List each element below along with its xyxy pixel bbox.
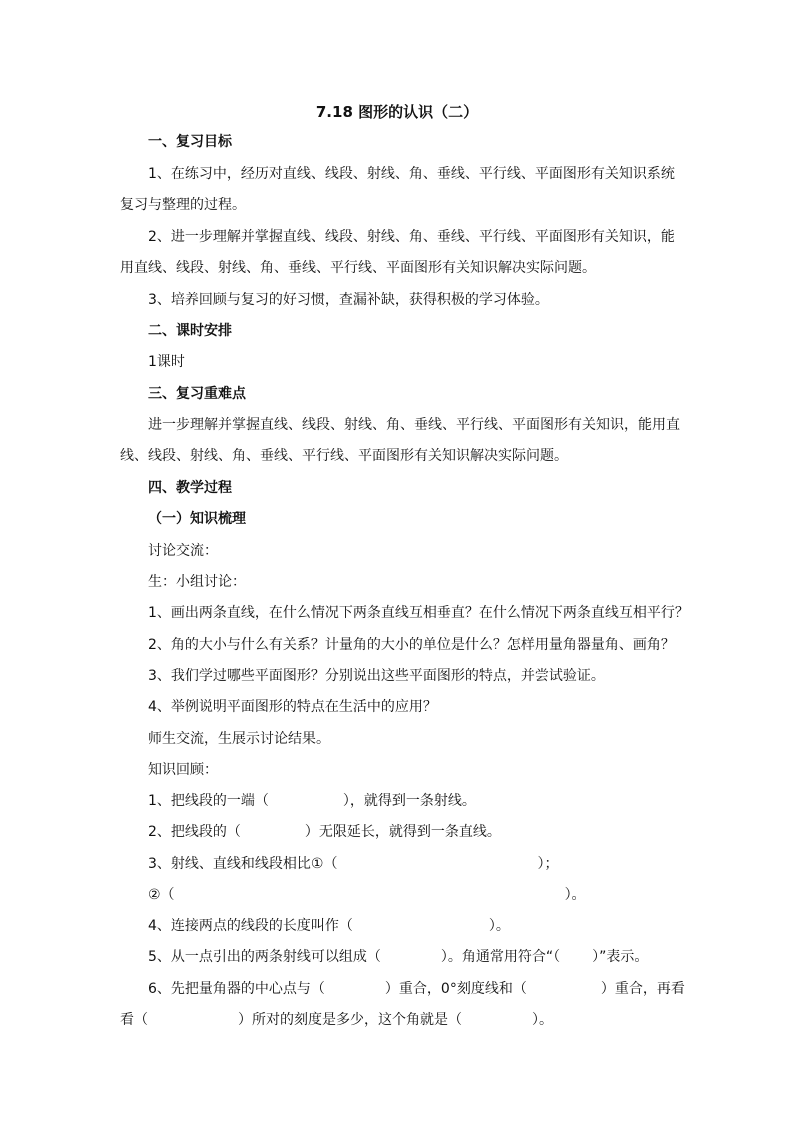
- schedule-text: 1课时: [148, 354, 185, 370]
- question-4: 4、举例说明平面图形的特点在生活中的应用？: [148, 699, 437, 715]
- subheading-knowledge: （一）知识梳理: [148, 511, 246, 527]
- student-label: 生：小组讨论：: [148, 574, 246, 590]
- fill-5-end: ）”表示。: [592, 949, 649, 965]
- fill-5-start: 5、从一点引出的两条射线可以组成（: [148, 949, 381, 965]
- fill-1-end: ），就得到一条射线。: [342, 793, 476, 809]
- heading-review-goals: 一、复习目标: [148, 134, 232, 150]
- key-points-line-1: 进一步理解并掌握直线、线段、射线、角、垂线、平行线、平面图形有关知识，能用直: [148, 417, 680, 433]
- fill-item-5: [148, 947, 648, 967]
- fill-5-mid: ）。角通常用符合“（: [440, 949, 561, 965]
- fill-3b-start: ②（: [148, 887, 175, 903]
- heading-teaching-process: 四、教学过程: [148, 480, 232, 496]
- key-points-line-2: 线、线段、射线、角、垂线、平行线、平面图形有关知识解决实际问题。: [120, 448, 568, 464]
- goal-1-line-2: 复习与整理的过程。: [120, 197, 246, 213]
- fill-4-end: ）。: [488, 918, 510, 934]
- question-1: 1、画出两条直线，在什么情况下两条直线互相垂直？在什么情况下两条直线互相平行？: [148, 605, 689, 621]
- fill-6-end-line1: ）重合，再看: [600, 981, 685, 997]
- fill-item-1: [148, 791, 476, 811]
- question-3: 3、我们学过哪些平面图形？分别说出这些平面图形的特点，并尝试验证。: [148, 668, 605, 684]
- fill-6-line2-end: ）。: [532, 1012, 553, 1028]
- question-2: 2、角的大小与什么有关系？计量角的大小的单位是什么？怎样用量角器量角、画角？: [148, 637, 675, 653]
- fill-3-mid: ）；: [537, 856, 559, 872]
- fill-3-start: 3、射线、直线和线段相比①（: [148, 856, 338, 872]
- page-title: 7.18 图形的认识（二）: [315, 103, 479, 121]
- heading-key-points: 三、复习重难点: [148, 386, 246, 402]
- fill-6-line2-start: 看（: [120, 1012, 148, 1028]
- fill-1-start: 1、把线段的一端（: [148, 793, 269, 809]
- fill-2-start: 2、把线段的（: [148, 824, 241, 840]
- exchange-text: 师生交流，生展示讨论结果。: [148, 731, 330, 747]
- discuss-label: 讨论交流：: [148, 543, 218, 559]
- fill-item-6-line-1: [148, 979, 685, 999]
- fill-item-3a: [148, 854, 558, 874]
- fill-item-4: [148, 916, 510, 936]
- fill-item-2: [148, 822, 501, 842]
- goal-2-line-2: 用直线、线段、射线、角、垂线、平行线、平面图形有关知识解决实际问题。: [120, 260, 596, 276]
- fill-6-line2-mid: ）所对的刻度是多少，这个角就是（: [238, 1012, 462, 1028]
- goal-3: 3、培养回顾与复习的好习惯，查漏补缺，获得积极的学习体验。: [148, 292, 549, 308]
- fill-3b-end: ）。: [564, 887, 586, 903]
- fill-6-mid: ）重合，0°刻度线和（: [384, 981, 527, 997]
- heading-schedule: 二、课时安排: [148, 323, 232, 339]
- fill-item-3b: [148, 885, 586, 905]
- fill-6-start: 6、先把量角器的中心点与（: [148, 981, 325, 997]
- fill-2-end: ）无限延长，就得到一条直线。: [304, 824, 501, 840]
- review-label: 知识回顾：: [148, 762, 218, 778]
- fill-4-start: 4、连接两点的线段的长度叫作（: [148, 918, 353, 934]
- fill-item-6-line-2: [120, 1010, 553, 1030]
- goal-1-line-1: 1、在练习中，经历对直线、线段、射线、角、垂线、平行线、平面图形有关知识系统: [148, 166, 675, 182]
- goal-2-line-1: 2、进一步理解并掌握直线、线段、射线、角、垂线、平行线、平面图形有关知识，能: [148, 229, 675, 245]
